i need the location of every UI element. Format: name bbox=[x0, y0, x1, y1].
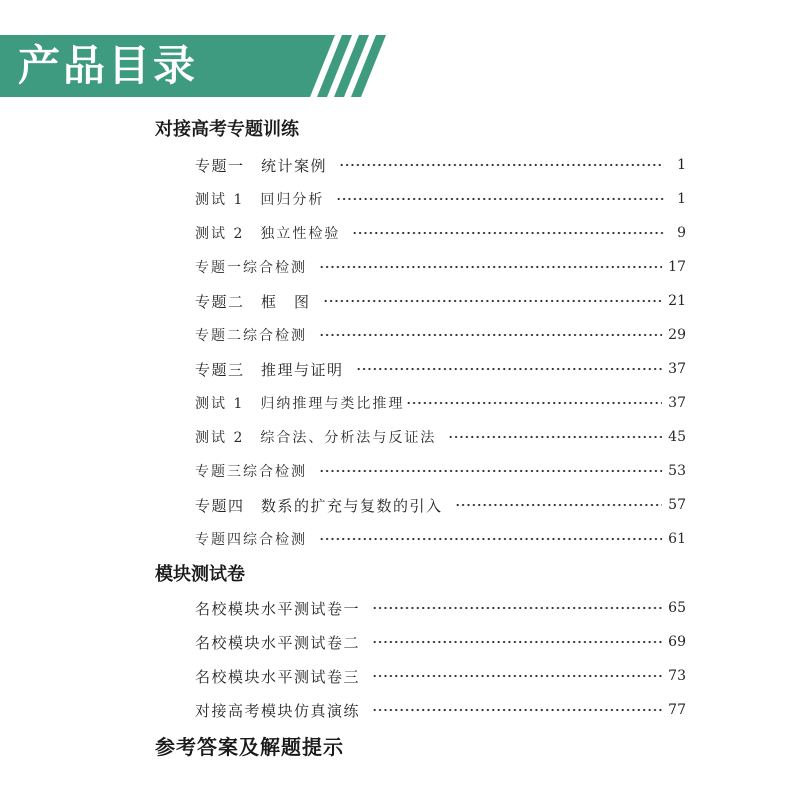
dot-leader bbox=[336, 197, 664, 201]
toc-entry bbox=[195, 693, 686, 727]
page-number: 77 bbox=[668, 702, 686, 718]
page-number: 57 bbox=[668, 497, 686, 513]
toc-entry bbox=[195, 318, 686, 352]
section-heading: 参考答案及解题提示 bbox=[155, 735, 344, 759]
toc-entry bbox=[195, 420, 686, 454]
entry-title: 测试 2 综合法、分析法与反证法 bbox=[195, 430, 437, 446]
toc-entry bbox=[195, 216, 686, 250]
page-number: 53 bbox=[668, 463, 686, 479]
dot-leader bbox=[323, 299, 663, 303]
toc-list bbox=[195, 591, 686, 727]
page-number: 9 bbox=[677, 225, 686, 241]
toc-entry bbox=[195, 182, 686, 216]
page-number: 61 bbox=[668, 531, 686, 547]
dot-leader bbox=[448, 435, 662, 439]
entry-title: 测试 1 回归分析 bbox=[195, 192, 325, 208]
entry-title: 对接高考模块仿真演练 bbox=[195, 701, 361, 720]
dot-leader bbox=[356, 367, 663, 371]
catalog-title: 产品目录 bbox=[18, 41, 199, 90]
toc-entry bbox=[195, 386, 686, 420]
entry-title: 专题二 框 图 bbox=[195, 292, 311, 311]
toc-entry bbox=[195, 284, 686, 318]
dot-leader bbox=[372, 606, 662, 610]
dot-leader bbox=[319, 333, 662, 337]
page-number: 1 bbox=[677, 191, 686, 207]
entry-title: 名校模块水平测试卷三 bbox=[195, 667, 361, 686]
toc-list bbox=[195, 148, 686, 556]
dot-leader bbox=[372, 640, 662, 644]
dot-leader bbox=[455, 503, 663, 507]
dot-leader bbox=[352, 231, 664, 235]
page-number: 65 bbox=[668, 600, 686, 616]
toc-entry bbox=[195, 352, 686, 386]
page-number: 69 bbox=[668, 634, 686, 650]
dot-leader bbox=[372, 708, 662, 712]
page-number: 45 bbox=[668, 429, 686, 445]
page-number: 17 bbox=[668, 259, 686, 275]
dot-leader bbox=[319, 469, 662, 473]
toc-entry bbox=[195, 625, 686, 659]
toc-entry bbox=[195, 454, 686, 488]
page-number: 21 bbox=[668, 293, 686, 309]
entry-title: 专题三 推理与证明 bbox=[195, 360, 344, 379]
dot-leader bbox=[406, 401, 662, 405]
entry-title: 测试 2 独立性检验 bbox=[195, 226, 341, 242]
page-number: 29 bbox=[668, 327, 686, 343]
entry-title: 专题三综合检测 bbox=[195, 464, 307, 480]
dot-leader bbox=[372, 674, 662, 678]
toc-entry bbox=[195, 659, 686, 693]
entry-title: 专题四 数系的扩充与复数的引入 bbox=[195, 496, 443, 515]
toc-entry bbox=[195, 148, 686, 182]
dot-leader bbox=[339, 163, 664, 167]
toc-entry bbox=[195, 522, 686, 556]
entry-title: 测试 1 归纳推理与类比推理 bbox=[195, 396, 405, 412]
page-number: 1 bbox=[677, 157, 686, 173]
toc-entry bbox=[195, 250, 686, 284]
page-number: 73 bbox=[668, 668, 686, 684]
section-heading: 对接高考专题训练 bbox=[155, 119, 299, 140]
entry-title: 名校模块水平测试卷二 bbox=[195, 633, 361, 652]
dot-leader bbox=[319, 537, 662, 541]
page-number: 37 bbox=[668, 395, 686, 411]
entry-title: 专题一 统计案例 bbox=[195, 156, 328, 175]
page-number: 37 bbox=[668, 361, 686, 377]
entry-title: 名校模块水平测试卷一 bbox=[195, 599, 361, 618]
entry-title: 专题四综合检测 bbox=[195, 532, 307, 548]
toc-entry bbox=[195, 591, 686, 625]
section-heading: 模块测试卷 bbox=[155, 564, 245, 585]
dot-leader bbox=[319, 265, 662, 269]
entry-title: 专题二综合检测 bbox=[195, 328, 307, 344]
entry-title: 专题一综合检测 bbox=[195, 260, 307, 276]
toc-entry bbox=[195, 488, 686, 522]
